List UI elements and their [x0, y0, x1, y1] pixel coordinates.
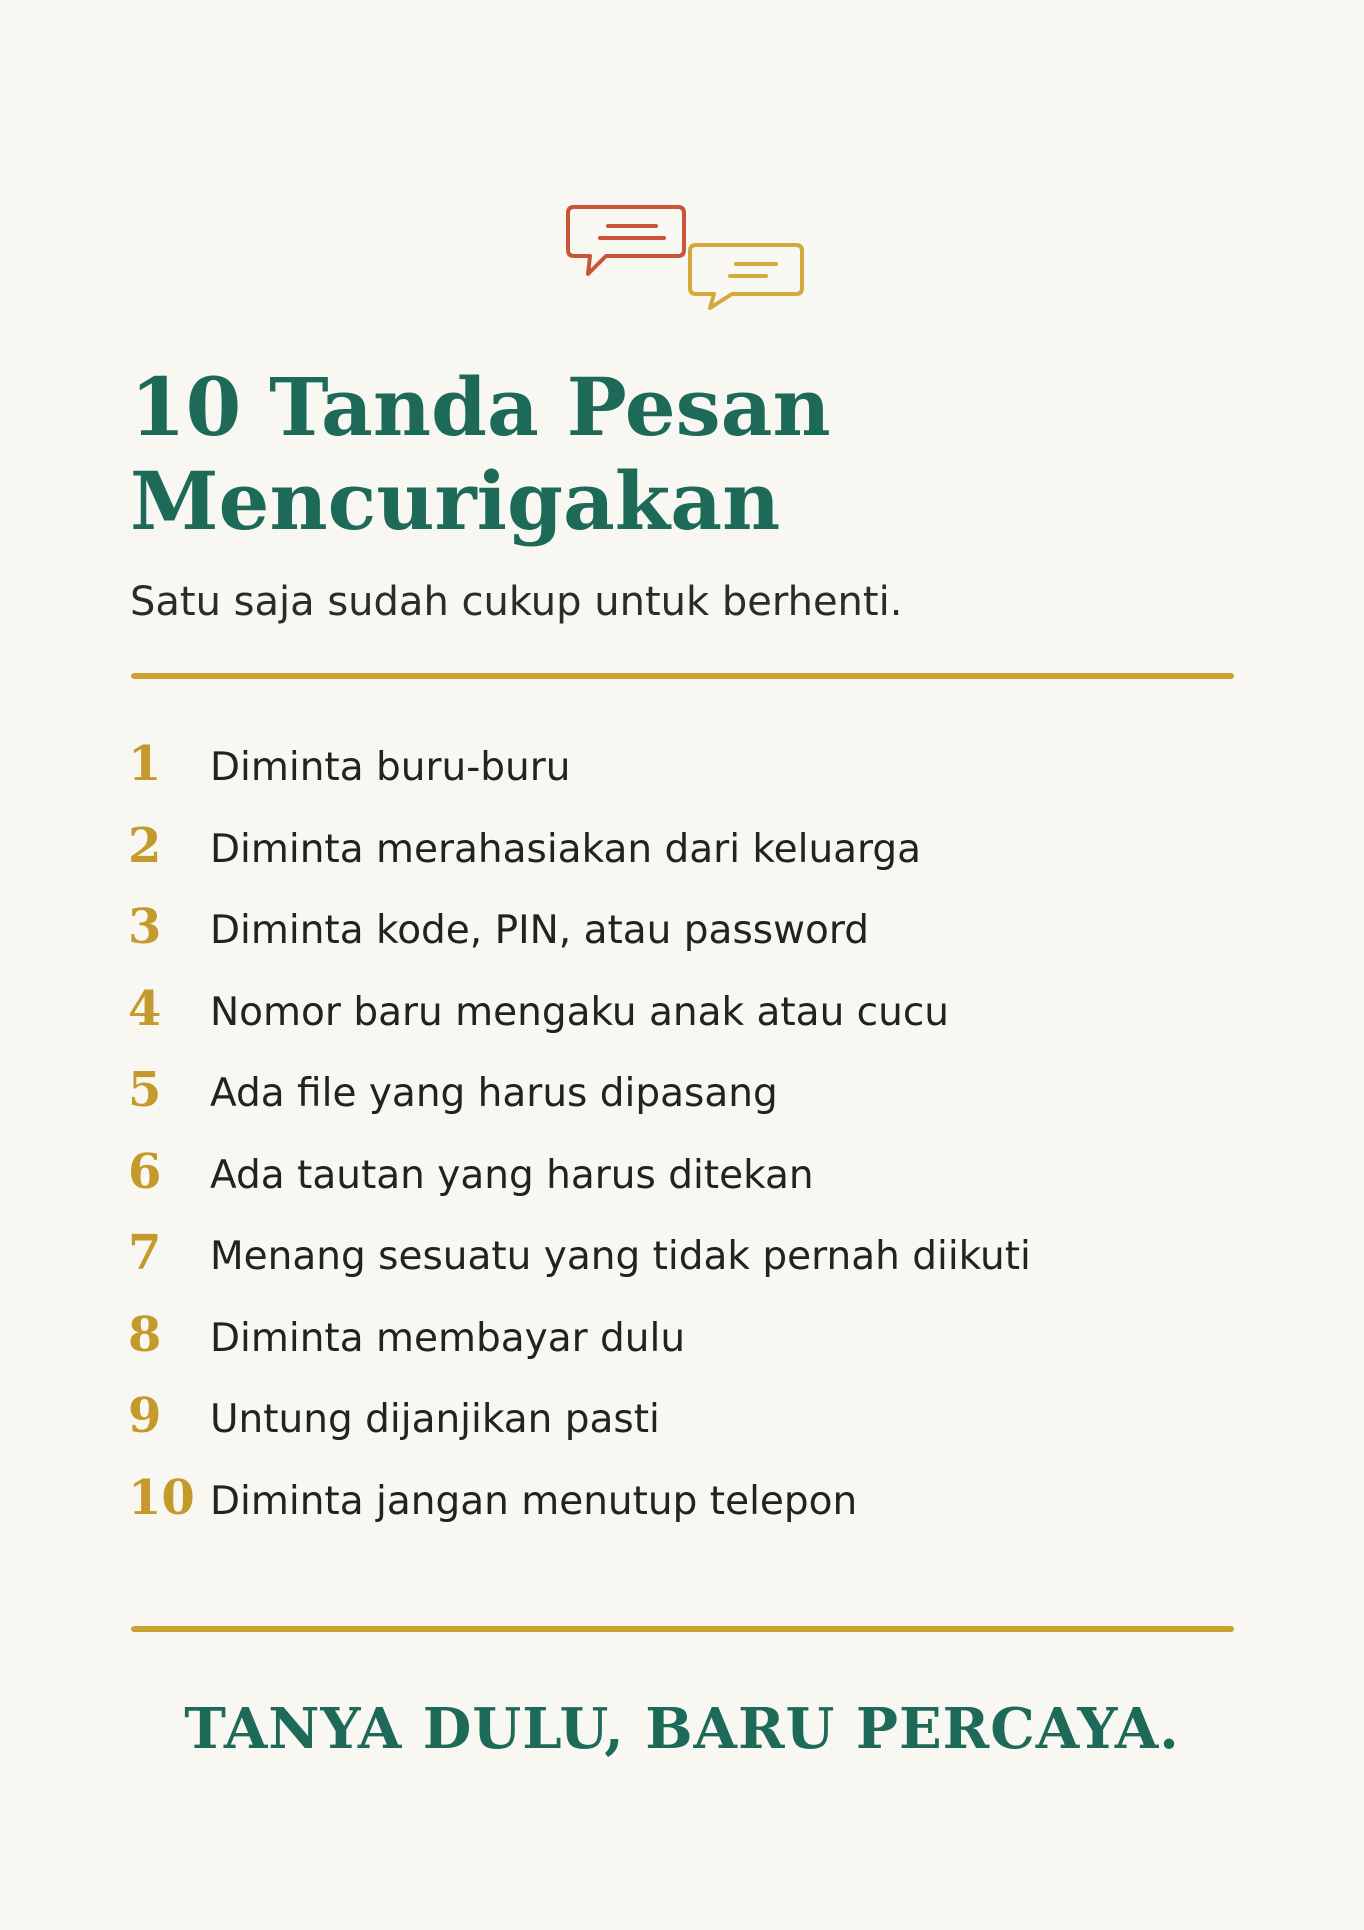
list-item: [128, 1470, 1228, 1552]
item-text: Diminta membayar dulu: [210, 1315, 686, 1361]
speech-bubble-orange-icon: [568, 207, 684, 274]
item-text: Ada tautan yang harus ditekan: [210, 1152, 814, 1198]
item-number: 3: [128, 899, 162, 955]
title-line-2: Mencurigakan: [130, 454, 781, 548]
item-number: 2: [128, 817, 162, 874]
list-item: [128, 981, 1228, 1063]
item-number: 8: [128, 1306, 162, 1363]
title-line-1: 10 Tanda Pesan: [130, 360, 831, 454]
item-text: Untung dijanjikan pasti: [210, 1397, 660, 1442]
item-text: Diminta jangan menutup telepon: [210, 1478, 858, 1524]
divider-bottom: [131, 1626, 1234, 1632]
list-item: [128, 899, 1228, 981]
item-text: Diminta buru-buru: [210, 745, 571, 790]
item-number: 1: [128, 736, 162, 792]
list-item: [128, 1062, 1228, 1144]
list-item: [128, 818, 1228, 900]
item-text: Diminta kode, PIN, atau password: [210, 908, 869, 953]
list-item: [128, 1225, 1228, 1307]
item-text: Diminta merahasiakan dari keluarga: [210, 826, 922, 872]
item-number: 6: [128, 1143, 162, 1200]
footer-tagline: TANYA DULU, BARU PERCAYA.: [184, 1696, 1180, 1762]
divider-top: [131, 673, 1234, 679]
item-text: Nomor baru mengaku anak atau cucu: [210, 989, 950, 1035]
item-number: 5: [128, 1062, 162, 1118]
item-number: 7: [128, 1225, 162, 1281]
subtitle: Satu saja sudah cukup untuk berhenti.: [130, 579, 903, 625]
list-item: [128, 1388, 1228, 1470]
item-number: 4: [128, 980, 162, 1037]
item-number: 10: [128, 1469, 195, 1526]
page-title: [130, 360, 1230, 548]
item-text: Ada file yang harus dipasang: [210, 1071, 778, 1116]
list-item: [128, 1307, 1228, 1389]
warning-signs-list: [128, 736, 1228, 1551]
item-number: 9: [128, 1388, 162, 1444]
list-item: [128, 1144, 1228, 1226]
item-text: Menang sesuatu yang tidak pernah diikuti: [210, 1234, 1031, 1279]
list-item: [128, 736, 1228, 818]
chat-bubbles-icon: [560, 204, 810, 314]
